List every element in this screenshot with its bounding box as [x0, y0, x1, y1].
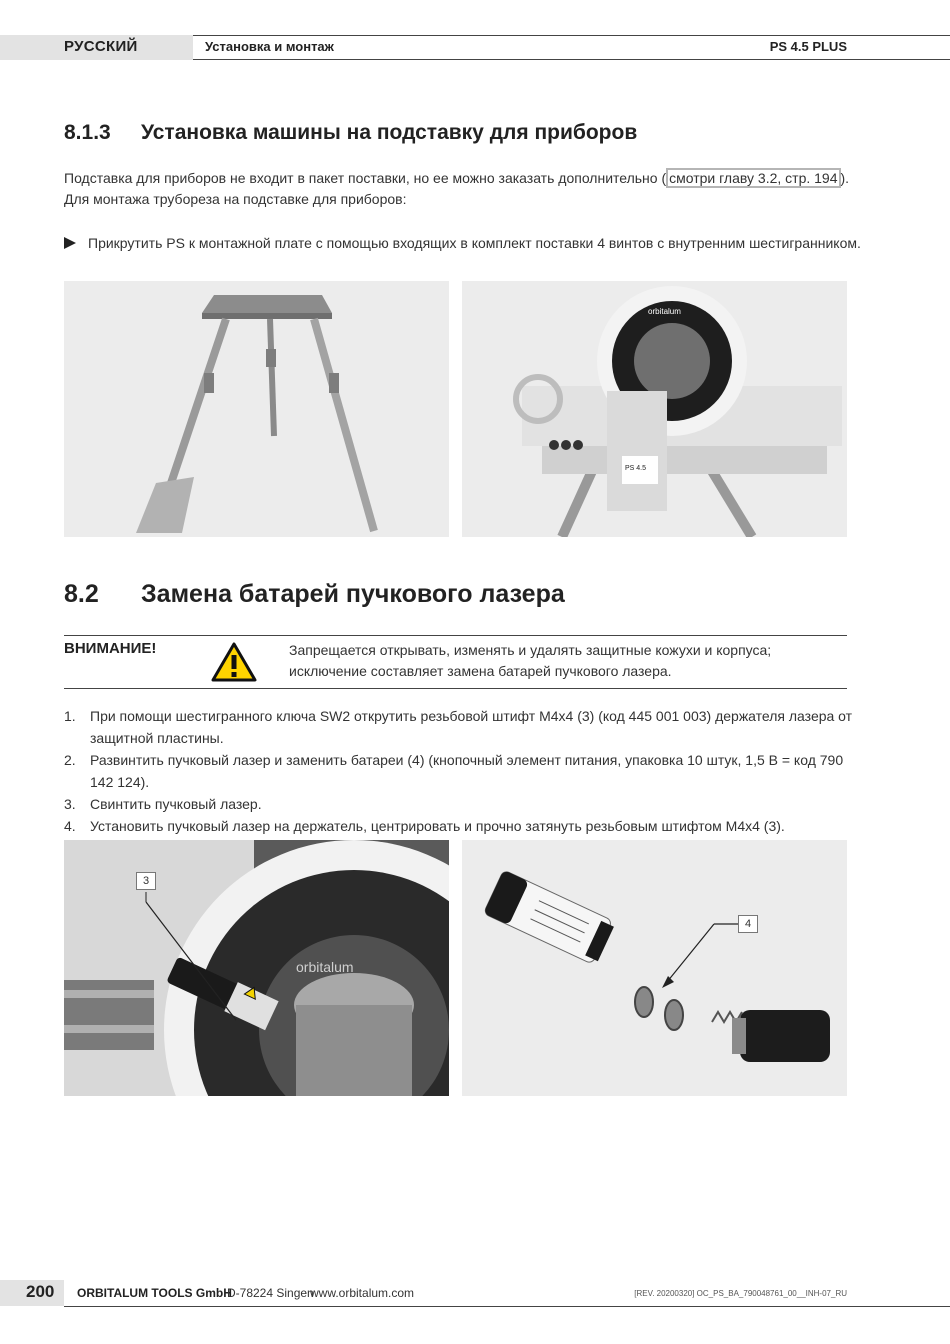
warning-rule-top — [64, 635, 847, 636]
pipe-cutting-machine-icon — [462, 281, 847, 537]
footer-website-link[interactable]: www.orbitalum.com — [310, 1286, 415, 1300]
instruction-bullet-text: Прикрутить PS к монтажной плате с помощью входящих в комплект поставки 4 винтов с внутренним шестигранником. — [88, 235, 861, 251]
header-section-title: Установка и монтаж — [205, 39, 334, 54]
photo-machine-on-stand — [462, 281, 847, 537]
chapter-reference-link[interactable]: смотри главу 3.2, стр. 194 — [666, 168, 840, 188]
header-rule-top — [193, 35, 950, 36]
warning-label: ВНИМАНИЕ! — [64, 640, 157, 657]
paragraph-line-2: Для монтажа труборезa на подставке для приборов: — [64, 191, 407, 207]
laser-holder-icon — [64, 840, 449, 1096]
warning-triangle-icon — [211, 642, 257, 687]
warning-text: Запрещается открывать, изменять и удалять защитные кожухи и корпуса; исключение составляет замена батарей пучкового лазера. — [289, 642, 772, 679]
list-item — [64, 749, 854, 793]
list-item — [64, 705, 854, 749]
page-number: 200 — [26, 1282, 55, 1301]
step-text: Установить пучковый лазер на держатель, центрировать и прочно затянуть резьбовым штифтом M4x4 (3). — [90, 818, 785, 834]
header-product-name: PS 4.5 PLUS — [769, 39, 847, 54]
instruction-bullet — [64, 233, 864, 254]
footer-rule — [64, 1306, 950, 1307]
step-text: Свинтить пучковый лазер. — [90, 796, 262, 812]
machine-model-label: PS 4.5 — [625, 465, 647, 472]
photo-laser-holder — [64, 840, 449, 1096]
step-number: 2. — [64, 752, 76, 768]
photo-instrument-stand — [64, 281, 449, 537]
list-item — [64, 793, 854, 815]
header-language: РУССКИЙ — [64, 38, 138, 55]
callout-label-3: 3 — [136, 872, 156, 890]
section-82-number: 8.2 — [64, 580, 99, 608]
paragraph-text-end: ). — [840, 170, 850, 186]
footer-company: ORBITALUM TOOLS GmbH — [77, 1286, 232, 1300]
step-number: 1. — [64, 708, 76, 724]
battery-replacement-steps — [64, 705, 854, 837]
warning-rule-bottom — [64, 688, 847, 689]
laser-battery-parts-icon — [462, 840, 847, 1096]
tripod-stand-icon — [64, 281, 449, 537]
callout-label-4: 4 — [738, 915, 758, 933]
ring-brand-label: orbitalum — [296, 959, 354, 975]
step-text: При помощи шестигранного ключа SW2 открутить резьбовой штифт M4x4 (3) (код 445 001 003) держателя лазера от защитной пластины. — [90, 708, 853, 746]
photo-batteries — [462, 840, 847, 1096]
list-item — [64, 815, 854, 837]
section-813-paragraph — [64, 168, 864, 210]
section-813-title: Установка машины на подставку для приборов — [141, 121, 638, 144]
footer-revision: [REV. 20200320] OC_PS_BA_790048761_00__INH-07_RU — [634, 1289, 847, 1298]
step-number: 4. — [64, 818, 76, 834]
paragraph-text: Подставка для приборов не входит в пакет поставки, но ее можно заказать дополнительно ( — [64, 170, 667, 186]
header-rule-bottom — [193, 59, 950, 60]
footer-address: D-78224 Singen — [227, 1286, 314, 1300]
triangle-bullet-icon — [64, 237, 76, 249]
step-number: 3. — [64, 796, 76, 812]
machine-brand-label: orbitalum — [648, 307, 681, 316]
section-813-number: 8.1.3 — [64, 121, 111, 144]
step-text: Развинтить пучковый лазер и заменить батареи (4) (кнопочный элемент питания, упаковка 10 штук, 1,5 B = код 790 142 124). — [90, 752, 844, 790]
section-82-title: Замена батарей пучкового лазера — [141, 580, 565, 608]
